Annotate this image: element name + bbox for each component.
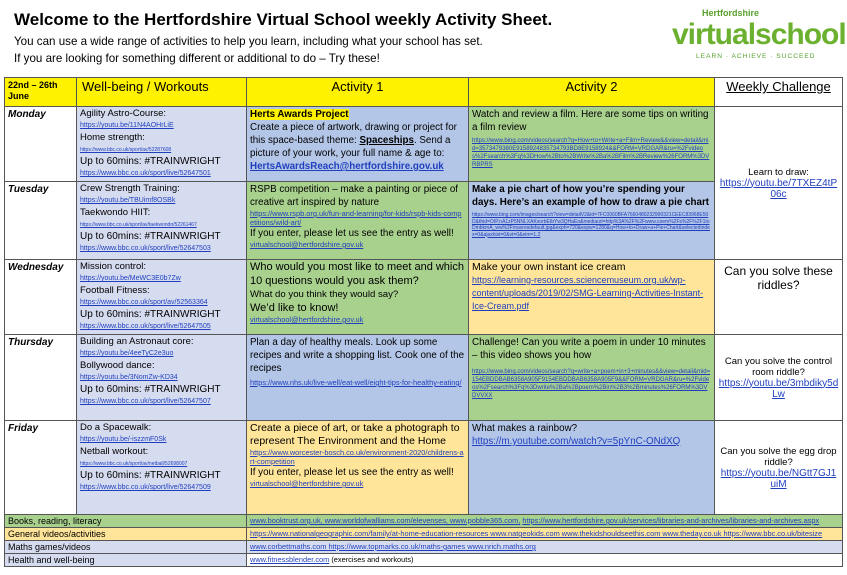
footer-label: Books, reading, literacy bbox=[5, 515, 247, 528]
activity1-cell bbox=[247, 421, 469, 515]
trainwright-label: Up to 60mins: #TRAINWRIGHT bbox=[80, 384, 221, 395]
workout-label: Home strength: bbox=[80, 132, 145, 143]
week-date: 22nd – 26th June bbox=[5, 78, 77, 107]
control-riddle-label: Can you solve the control room riddle? bbox=[724, 355, 833, 378]
activity-text-2: . Send a picture of your work, your full name & age to: bbox=[250, 135, 451, 159]
challenge-riddles-title-cell bbox=[715, 260, 843, 335]
activity2-cell bbox=[469, 421, 715, 515]
activity-text: Challenge! Can you write a poem in under 10 minutes – this video shows you how bbox=[472, 337, 706, 361]
page-title: Welcome to the Hertfordshire Virtual School weekly Activity Sheet. bbox=[14, 10, 553, 29]
trainwright-link[interactable]: https://www.bbc.co.uk/sport/live/52647505 bbox=[80, 323, 211, 330]
workout-link[interactable]: https://youtu.be/11N4AOHrLiE bbox=[80, 122, 174, 129]
table-row bbox=[5, 335, 843, 421]
footer-links bbox=[247, 528, 843, 541]
riddles-title: Can you solve these riddles? bbox=[724, 264, 833, 292]
wellbeing-cell bbox=[77, 421, 247, 515]
draw-label: Learn to draw: bbox=[748, 166, 809, 178]
email-link[interactable]: virtualschool@hertfordshire.gov.uk bbox=[250, 479, 364, 488]
activity-link[interactable]: https://www.rspb.org.uk/fun-and-learning/for-kids/rspb-kids-competitions/wild-art/ bbox=[250, 209, 462, 227]
activity-text: Make a pie chart of how you’re spending your days. Here’s an example of how to draw a pie chart bbox=[472, 184, 710, 208]
day-label: Thursday bbox=[5, 335, 77, 421]
day-label: Friday bbox=[5, 421, 77, 515]
footer-label: Maths games/videos bbox=[5, 541, 247, 554]
books-library-link[interactable]: https://www.hertfordshire.gov.uk/services/libraries-and-archives/libraries-and-archives.aspx bbox=[522, 516, 820, 525]
workout-link[interactable]: https://youtu.be/TBUimf8OSBk bbox=[80, 197, 176, 204]
control-riddle-link[interactable]: https://youtu.be/3mbdiky5dLw bbox=[718, 377, 839, 400]
activity2-cell bbox=[469, 182, 715, 260]
footer-links bbox=[247, 541, 843, 554]
activity2-cell bbox=[469, 335, 715, 421]
health-link[interactable]: www.fitnessblender.com bbox=[250, 555, 330, 564]
logo-wordmark: virtualschool bbox=[672, 18, 846, 51]
wellbeing-cell bbox=[77, 335, 247, 421]
activity1-cell bbox=[247, 182, 469, 260]
footer-label: Health and well-being bbox=[5, 554, 247, 567]
challenge-control-room-cell bbox=[715, 335, 843, 421]
logo-county-text: Hertfordshire bbox=[702, 8, 760, 18]
activity2-cell bbox=[469, 260, 715, 335]
workout-link[interactable]: https://youtu.be/4eeTyC2e3uo bbox=[80, 350, 174, 357]
email-link[interactable]: virtualschool@hertfordshire.gov.uk bbox=[250, 315, 364, 324]
email-link[interactable]: virtualschool@hertfordshire.gov.uk bbox=[250, 240, 364, 249]
trainwright-label: Up to 60mins: #TRAINWRIGHT bbox=[80, 231, 221, 242]
activity1-cell bbox=[247, 107, 469, 182]
project-title: Herts Awards Project bbox=[250, 109, 349, 120]
activity-text: Who would you most like to meet and which 10 questions would you ask them? bbox=[250, 261, 464, 287]
intro-line-2: If you are looking for something different or additional to do – Try these! bbox=[14, 52, 380, 65]
footer-row-health bbox=[5, 554, 843, 567]
activity-link[interactable]: https://learning-resources.sciencemuseum.org.uk/wp-content/uploads/2019/02/SMG-Learning-Activities-Instant-Ice-Cream.pdf bbox=[472, 275, 704, 311]
trainwright-link[interactable]: https://www.bbc.co.uk/sport/live/52647501 bbox=[80, 170, 211, 177]
trainwright-label: Up to 60mins: #TRAINWRIGHT bbox=[80, 156, 221, 167]
trainwright-label: Up to 60mins: #TRAINWRIGHT bbox=[80, 309, 221, 320]
workout-label: Agility Astro-Course: bbox=[80, 108, 167, 119]
egg-riddle-link[interactable]: https://youtu.be/NGtt7GJ1uiM bbox=[720, 467, 837, 490]
footer-row-books bbox=[5, 515, 843, 528]
workout-label: Taekwondo HIIT: bbox=[80, 207, 151, 218]
workout-label: Football Fitness: bbox=[80, 285, 150, 296]
workout-label: Mission control: bbox=[80, 261, 146, 272]
wellbeing-cell bbox=[77, 182, 247, 260]
table-row bbox=[5, 260, 843, 335]
activity-text-3: We’d like to know! bbox=[250, 301, 339, 314]
activity-text-2: If you enter, please let us see the entry as well! bbox=[250, 228, 454, 239]
footer-links bbox=[247, 515, 843, 528]
activity1-cell bbox=[247, 335, 469, 421]
day-label: Tuesday bbox=[5, 182, 77, 260]
health-suffix: (exercises and workouts) bbox=[331, 555, 414, 564]
egg-riddle-label: Can you solve the egg drop riddle? bbox=[720, 445, 837, 468]
activity-text: Make your own instant ice cream bbox=[472, 261, 626, 273]
col-header-wellbeing: Well-being / Workouts bbox=[77, 78, 247, 107]
workout-label: Crew Strength Training: bbox=[80, 183, 180, 194]
activity-link[interactable]: https://www.bing.com/videos/search?q=How+to+Write+a+Film+Review&&view=detail&mid=3573479380E9158924835734793BD8E9158924&&FORM=VRDGAR&ru=%2Fvideos%2Fsearch%3Fq%3DHow%2Bto%2BWrite%2Ba%2BFilm%2BReview%26FORM%3DVRBPRS bbox=[472, 138, 710, 168]
activity-link[interactable]: https://www.nhs.uk/live-well/eat-well/eight-tips-for-healthy-eating/ bbox=[250, 378, 462, 387]
trainwright-label: Up to 60mins: #TRAINWRIGHT bbox=[80, 470, 221, 481]
logo-tagline: LEARN · ACHIEVE · SUCCEED bbox=[696, 53, 816, 60]
draw-link[interactable]: https://youtu.be/7TXEZ4tP06c bbox=[719, 177, 838, 200]
trainwright-link[interactable]: https://www.bbc.co.uk/sport/live/52647507 bbox=[80, 398, 211, 405]
theme-word: Spaceships bbox=[359, 135, 414, 146]
challenge-egg-drop-cell bbox=[715, 421, 843, 515]
activity-link[interactable]: https://www.bing.com/videos/search?q=write+a+poem+in+3+minutes&&view=detail&mid=154EBDDBAB6358A905F9154EBDDBAB6358A905F9&&FORM=VRDGAR&ru=%2Fvideos%2Fsearch%3Fq%3Dwrite%2Ba%2Bpoem%2Bin%2B3%2Bminutes%26FORM%3DVDVVXX bbox=[472, 369, 711, 399]
workout-label: Netball workout: bbox=[80, 446, 149, 457]
maths-links[interactable]: www.corbettmaths.com https://www.topmarks.co.uk/maths-games www.nrich.maths.org bbox=[250, 542, 536, 551]
table-header-row bbox=[5, 78, 843, 107]
wellbeing-cell bbox=[77, 107, 247, 182]
workout-label: Building an Astronaut core: bbox=[80, 336, 194, 347]
day-label: Wednesday bbox=[5, 260, 77, 335]
activity-text-2: What do you think they would say? bbox=[250, 289, 399, 300]
workout-link[interactable]: https://youtu.be/MeWC3E0b7Zw bbox=[80, 275, 181, 282]
workout-label: Bollywood dance: bbox=[80, 360, 155, 371]
workout-link[interactable]: https://youtu.be/3NomZw-KD34 bbox=[80, 374, 178, 381]
activity-text: Create a piece of art, or take a photograph to represent The Environment and the Home bbox=[250, 422, 460, 447]
activity-text: What makes a rainbow? bbox=[472, 423, 578, 434]
col-header-weekly-challenge: Weekly Challenge bbox=[715, 78, 843, 107]
page-header bbox=[0, 0, 847, 74]
virtual-school-logo bbox=[672, 8, 846, 64]
footer-label: General videos/activities bbox=[5, 528, 247, 541]
trainwright-link[interactable]: https://www.bbc.co.uk/sport/live/52647503 bbox=[80, 245, 211, 252]
day-label: Monday bbox=[5, 107, 77, 182]
workout-link[interactable]: https://youtu.be/-iszzmF0Sk bbox=[80, 436, 167, 443]
footer-row-maths bbox=[5, 541, 843, 554]
table-row bbox=[5, 107, 843, 182]
col-header-activity2: Activity 2 bbox=[469, 78, 715, 107]
activity-link[interactable]: https://www.worcester-bosch.co.uk/environment-2020/childrens-art-competition bbox=[250, 448, 464, 466]
footer-links bbox=[247, 554, 843, 567]
activity-text-2: If you enter, please let us see the entry as well! bbox=[250, 467, 454, 478]
workout-link[interactable]: https://www.bbc.co.uk/sport/av/52287608 bbox=[80, 147, 172, 153]
general-links[interactable]: https://www.nationalgeographic.com/family/at-home-education-resources www.natgeokids.com www.thekidshouldseethis.com www.theday.co.uk https://www.bbc.co.uk/bitesize bbox=[250, 529, 823, 538]
footer-row-general bbox=[5, 528, 843, 541]
activity-link[interactable]: https://m.youtube.com/watch?v=5pYnC-ONdXQ bbox=[472, 436, 681, 447]
workout-link[interactable]: https://www.bbc.co.uk/sport/av/netball/52698007 bbox=[80, 461, 188, 467]
email-link[interactable]: HertsAwardsReach@hertfordshire.gov.uk bbox=[250, 161, 444, 172]
wellbeing-cell bbox=[77, 260, 247, 335]
challenge-cell-draw bbox=[715, 107, 843, 260]
activity-table bbox=[4, 77, 843, 567]
activity-text: Plan a day of healthy meals. Look up some recipes and write a shopping list. Cook one of the recipes bbox=[250, 337, 465, 374]
trainwright-link[interactable]: https://www.bbc.co.uk/sport/live/52647509 bbox=[80, 484, 211, 491]
books-links[interactable]: www.booktrust.org.uk, www.worldofwalliams.com/elevenses, www.pobble365.com, bbox=[250, 516, 521, 525]
intro-line-1: You can use a wide range of activities to help you learn, including what your school has set. bbox=[14, 35, 483, 48]
workout-link[interactable]: https://www.bbc.co.uk/sport/av/taekwondo/52261467 bbox=[80, 222, 197, 228]
activity-text: RSPB competition – make a painting or piece of creative art inspired by nature bbox=[250, 184, 459, 208]
table-row bbox=[5, 421, 843, 515]
workout-label: Do a Spacewalk: bbox=[80, 422, 152, 433]
col-header-activity1: Activity 1 bbox=[247, 78, 469, 107]
activity-text: Watch and review a film. Here are some tips on writing a film review bbox=[472, 109, 709, 133]
activity2-cell bbox=[469, 107, 715, 182]
activity-text: Create a piece of artwork, drawing or project for this space-based theme: bbox=[250, 122, 457, 146]
activity1-cell bbox=[247, 260, 469, 335]
activity-link[interactable]: https://www.bing.com/images/search?view=detailV2&id=7FC0060BFA7660480232990321CEEC83968E50D&thid=OIP.nA1zP5NNLXAKxorbEIbYw3QHaEo&mediaurl=http%3A%2F%2Fwww.coem%2Fs%2F%2F1toDmbkmA_ww%2Fmaxresdefault.jpg&exph=720&expw=1280&q=How+to+Draw+a+Pie+Chart&selectedindex=0&ajaxhist=0&vt=0&eim=1,2 bbox=[472, 212, 710, 238]
workout-link[interactable]: https://www.bbc.co.uk/sport/av/52563364 bbox=[80, 299, 208, 306]
